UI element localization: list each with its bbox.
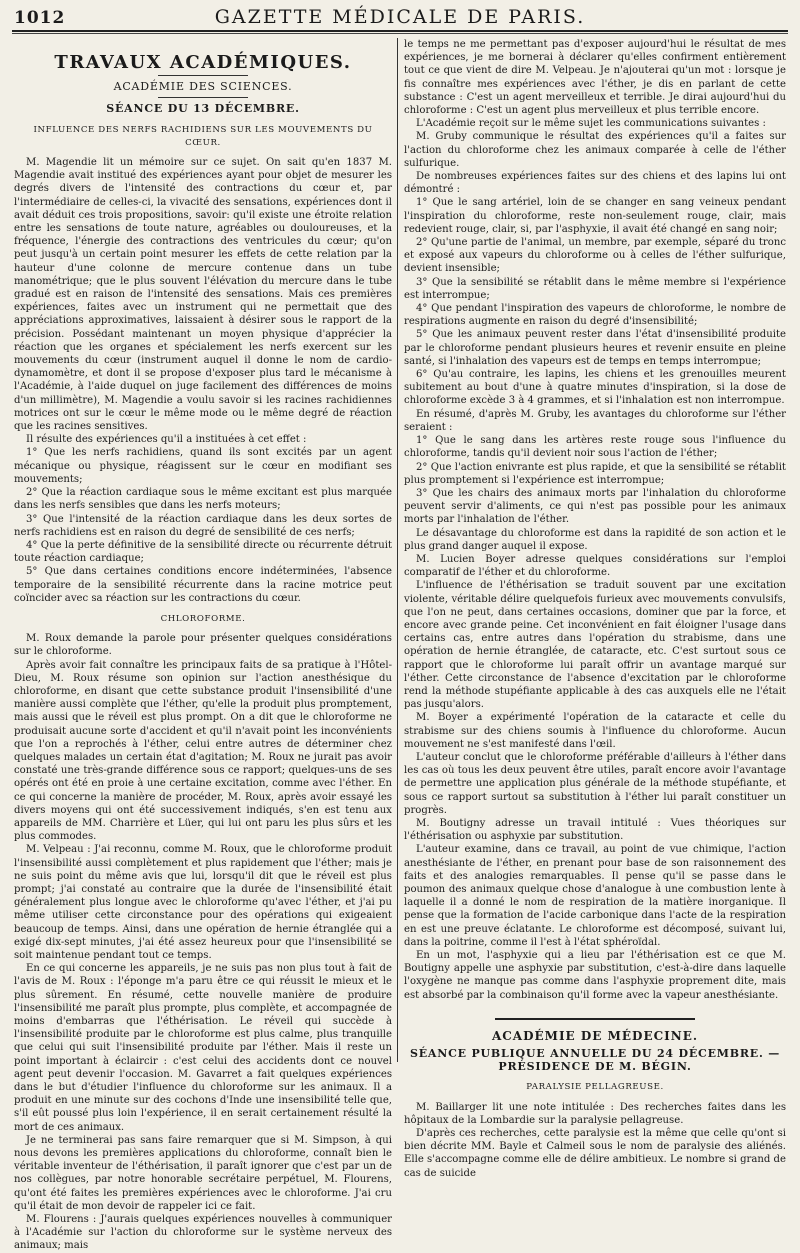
session2-heading: SÉANCE PUBLIQUE ANNUELLE DU 24 DÉCEMBRE. — PRÉSIDENCE DE M. BÉGIN. [409,1047,781,1074]
paragraph: 2° Que la réaction cardiaque sous le même excitant est plus marquée dans les nerfs sensibles que dans les nerfs moteurs; [14,487,392,512]
paragraph: Après avoir fait connaître les principaux faits de sa pratique à l'Hôtel-Dieu, M. Roux résume son opinion sur l'action anesthésique du chloroforme, en disant que cette substance produit l'insensibilité d'une manière aussi complète que l'éther, qu'elle la produit plus promptement, mais aussi que le réveil est plus prompt. On a dit que le chloroforme ne produisait aucune sorte d'accident et qu'il n'avait point les inconvénients que l'on a reprochés à l'éther, celui entre autres de déterminer chez quelques malades un certain état d'agitation; M. Roux ne jurait pas avoir constaté une très-grande différence sous ce rapport; quelques-uns de ses opérés ont été en proie à une certaine excitation, comme avec l'éther. En ce qui concerne la manière de procéder, M. Roux, après avoir essayé les divers moyens qui ont été successivement indiqués, s'en est tenu aux appareils de MM. Charrière et Lüer, qui lui ont paru les plus sûrs et les plus commodes. [14,659,392,843]
paragraph: 3° Que la sensibilité se rétablit dans le même membre si l'expérience est interrompue; [404,276,786,301]
paragraph: L'auteur examine, dans ce travail, au point de vue chimique, l'action anesthésiante de l'éther, en prenant pour base de son raisonnement des faits et des analogies remarquables. Il pense qu'il se passe dans le poumon des animaux quelque chose d'analogue à une combustion lente à laquelle il a donné le nom de respiration de la matière inorganique. Il pense que la formation de l'acide carbonique dans l'acte de la respiration en est une preuve éclatante. Le chloroforme est décomposé, suivant lui, dans la poitrine, comme il l'est à l'état sphéroïdal. [404,844,786,948]
paragraph: 4° Que la perte définitive de la sensibilité directe ou récurrente détruit toute réaction cardiaque; [14,539,392,565]
paragraph: M. Flourens : J'aurais quelques expériences nouvelles à communiquer à l'Académie sur l'action du chloroforme sur le système nerveux des animaux; mais [14,1214,392,1252]
paragraph: En résumé, d'après M. Gruby, les avantages du chloroforme sur l'éther seraient : [404,408,786,433]
paragraph: M. Gruby communique le résultat des expériences qu'il a faites sur l'action du chloroforme chez les animaux comparée à celle de l'éther sulfurique. [404,131,786,169]
paragraph: 3° Que l'intensité de la réaction cardiaque dans les deux sortes de nerfs rachidiens est en raison du degré de sensibilité de ces nerfs; [14,513,392,538]
academy-heading: ACADÉMIE DES SCIENCES. [113,80,293,94]
topic-heading: INFLUENCE DES NERFS RACHIDIENS SUR LES MOUVEMENTS DU CŒUR. [33,124,373,148]
paragraph: le temps ne me permettant pas d'exposer aujourd'hui le résultat de mes expériences, je me bornerai à déclarer qu'elles confirment entièrement tout ce que vient de dire M. Velpeau. Je n'ajouterai qu'un mot : lorsque je fis connaître mes expériences avec l'éther, je dis en parlant de cette substance : C'est un agent merveilleux et terrible. Je dirai aujourd'hui du chloroforme : C'est un agent plus merveilleux et plus terrible encore. [404,39,786,117]
paragraph: M. Boutigny adresse un travail intitulé : Vues théoriques sur l'éthérisation ou asphyxie par substitution. [404,817,786,843]
paragraph: M. Baillarger lit une note intitulée : Des recherches faites dans les hôpitaux de la Lombardie sur la paralysie pellagreuse. [404,1101,786,1126]
page-number: 1012 [14,8,66,28]
topic2-heading: PARALYSIE PELLAGREUSE. [526,1082,664,1093]
paragraph: 3° Que les chairs des animaux morts par l'inhalation du chloroforme peuvent servir d'aliments, ce qui n'est pas possible pour les animaux morts par l'inhalation de l'éther. [404,487,786,526]
paragraph: 1° Que les nerfs rachidiens, quand ils sont excités par un agent mécanique ou physique, réagissent sur le cœur en modifiant ses mouvements; [14,447,392,485]
paragraph: L'auteur conclut que le chloroforme préférable d'ailleurs à l'éther dans les cas où tous les deux peuvent être utiles, paraît encore avoir l'avantage de permettre une application plus générale de la méthode stupéfiante, et sous ce rapport surtout sa substitution à l'éther lui paraît constituer un progrès. [404,751,786,816]
paragraph: Le désavantage du chloroforme est dans la rapidité de son action et le plus grand danger auquel il expose. [404,527,786,552]
right-column [404,38,786,1179]
paragraph: 4° Que pendant l'inspiration des vapeurs de chloroforme, le nombre de respirations augmente en raison du degré d'insensibilité; [404,303,786,328]
page-header [6,0,794,34]
paragraph: M. Magendie lit un mémoire sur ce sujet. On sait qu'en 1837 M. Magendie avait institué des expériences ayant pour objet de mesurer les degrés divers de l'intensité des contractions du cœur et, par l'intermédiaire de celles-ci, la vivacité des sensations, expériences dont il avait déduit ces trois propositions, savoir: qu'il existe une étroite relation entre les sensations de toute nature, agréables ou douloureuses, et la fréquence, l'énergie des contractions des ventricules du cœur; qu'on peut jusqu'à un certain point mesurer les effets de cette relation par la hauteur d'une colonne de mercure contenue dans un tube manométrique; que le plus souvent l'élévation du mercure dans le tube gradué est en raison de l'intensité des sensations. Mais ces premières expériences, faites avec un instrument qui ne permettait que des appréciations approximatives, laissaient à désirer sous le rapport de la précision. Possédant maintenant un moyen physique d'apprécier la réaction que les organes et spécialement les nerfs exercent sur les mouvements du cœur (instrument auquel il donne le nom de cardio-dynamomètre, et dont il se propose d'exposer plus tard le mécanisme à l'Académie, à l'aide duquel on juge facilement des différences de moins d'un millimètre), M. Magendie a voulu savoir si les racines rachidiennes motrices ont sur le cœur le même mode ou le même degré de réaction que les racines sensitives. [14,157,392,433]
paragraph: L'influence de l'éthérisation se traduit souvent par une excitation violente, véritable délire quelquefois furieux avec mouvements convulsifs, que l'on ne peut, dans certaines occasions, dominer que par la force, et encore avec grande peine. Cet inconvénient en fait éloigner l'usage dans certains cas, entre autres dans l'opération du strabisme, dans une opération de hernie étranglée, de cataracte, etc. C'est surtout sous ce rapport que le chloroforme lui paraît offrir un avantage marqué sur l'éther. Cette circonstance de l'absence d'excitation par le chloroforme rend la méthode stupéfiante applicable à des cas auxquels elle ne l'était pas jusqu'alors. [404,580,786,711]
column-divider [397,38,398,1062]
section-divider [495,1018,695,1020]
paragraph: 2° Que l'action enivrante est plus rapide, et que la sensibilité se rétablit plus promptement si l'expérience est interrompue; [404,461,786,486]
divider [158,75,248,76]
paragraph: M. Velpeau : J'ai reconnu, comme M. Roux, que le chloroforme produit l'insensibilité aussi complètement et plus rapidement que l'éther; mais je ne suis point du même avis que lui, lorsqu'il dit que le réveil est plus prompt; j'ai constaté au contraire que la durée de l'insensibilité était généralement plus longue avec le chloroforme qu'avec l'éther, et j'ai pu même utiliser cette circonstance pour des opérations qui exigeaient beaucoup de temps. Ainsi, dans une opération de hernie étranglée qui a exigé dix-sept minutes, j'ai été assez heureux pour que l'insensibilité se soit maintenue pendant tout ce temps. [14,844,392,961]
paragraph: 2° Qu'une partie de l'animal, un membre, par exemple, séparé du tronc et exposé aux vapeurs du chloroforme ou à celles de l'éther sulfurique, devient insensible; [404,237,786,275]
journal-title: GAZETTE MÉDICALE DE PARIS. [214,6,586,28]
section-title: TRAVAUX ACADÉMIQUES. [54,52,352,73]
paragraph: 6° Qu'au contraire, les lapins, les chiens et les grenouilles meurent subitement au bout d'une à quatre minutes d'inspiration, si la dose de chloroforme excède 3 à 4 grammes, et si l'inhalation est non interrompue. [404,369,786,407]
paragraph: M. Roux demande la parole pour présenter quelques considérations sur le chloroforme. [14,633,392,658]
paragraph: 5° Que dans certaines conditions encore indéterminées, l'absence temporaire de la sensibilité récurrente dans la racine motrice peut coïncider avec sa réaction sur les contractions du cœur. [14,566,392,604]
paragraph: M. Lucien Boyer adresse quelques considérations sur l'emploi comparatif de l'éther et du chloroforme. [404,553,786,579]
chloroforme-heading: CHLOROFORME. [160,613,246,624]
paragraph: 5° Que les animaux peuvent rester dans l'état d'insensibilité produite par le chloroforme pendant plusieurs heures et revenir ensuite en pleine santé, si l'inhalation des vapeurs est de temps en temps interrompue; [404,329,786,367]
paragraph: 1° Que le sang dans les artères reste rouge sous l'influence du chloroforme, tandis qu'il devient noir sous l'action de l'éther; [404,435,786,460]
paragraph: 1° Que le sang artériel, loin de se changer en sang veineux pendant l'inspiration du chloroforme, reste non-seulement rouge, clair, mais redevient rouge, clair, si, par l'asphyxie, il avait été changé en sang noir; [404,197,786,235]
paragraph: En un mot, l'asphyxie qui a lieu par l'éthérisation est ce que M. Boutigny appelle une asphyxie par substitution, c'est-à-dire dans laquelle l'oxygène ne manque pas comme dans l'asphyxie proprement dite, mais est absorbé par la combinaison qu'il forme avec la vapeur anesthésiante. [404,950,786,1001]
paragraph: De nombreuses expériences faites sur des chiens et des lapins lui ont démontré : [404,171,786,196]
paragraph: Il résulte des expériences qu'il a instituées à cet effet : [26,434,307,446]
header-rule-thin [12,33,788,34]
header-rule [12,30,788,32]
divider [158,97,248,98]
paragraph: D'après ces recherches, cette paralysie est la même que celle qu'ont si bien décrite MM. Bayle et Calmeil sous le nom de paralysie des aliénés. Elle s'accompagne comme elle de délire ambitieux. Le nombre si grand de cas de suicide [404,1128,786,1179]
academy2-heading: ACADÉMIE DE MÉDECINE. [491,1028,699,1043]
paragraph: En ce qui concerne les appareils, je ne suis pas non plus tout à fait de l'avis de M. Roux : l'éponge m'a paru être ce qui réussit le mieux et le plus sûrement. En résumé, cette nouvelle manière de produire l'insensibilité me paraît plus prompte, plus complète, et accompagnée de moins d'embarras que l'éthérisation. Le réveil qui succède à l'insensibilité produite par le chloroforme est plus calme, plus tranquille que celui qui suit l'insensibilité produite par l'éther. Mais il reste un point important à éclaircir : c'est celui des accidents dont ce nouvel agent peut devenir l'occasion. M. Gavarret a fait quelques expériences dans le but d'étudier l'influence du chloroforme sur les animaux. Il a produit en une minute sur des cochons d'Inde une insensibilité telle que, s'il eût poussé plus loin l'expérience, il en serait certainement résulté la mort de ces animaux. [14,963,392,1133]
left-column [14,38,392,1252]
paragraph: Je ne terminerai pas sans faire remarquer que si M. Simpson, à qui nous devons les premières applications du chloroforme, connaît bien le véritable inventeur de l'éthérisation, il paraît ignorer que c'est par un de nos collègues, par notre honorable secrétaire perpétuel, M. Flourens, qu'ont été faites les premières expériences avec le chloroforme. J'ai cru qu'il était de mon devoir de rappeler ici ce fait. [14,1134,392,1212]
session-heading: SÉANCE DU 13 DÉCEMBRE. [106,102,300,116]
paragraph: L'Académie reçoit sur le même sujet les communications suivantes : [416,118,766,130]
paragraph: M. Boyer a expérimenté l'opération de la cataracte et celle du strabisme sur des chiens soumis à l'influence du chloroforme. Aucun mouvement ne s'est manifesté dans l'œil. [404,712,786,750]
